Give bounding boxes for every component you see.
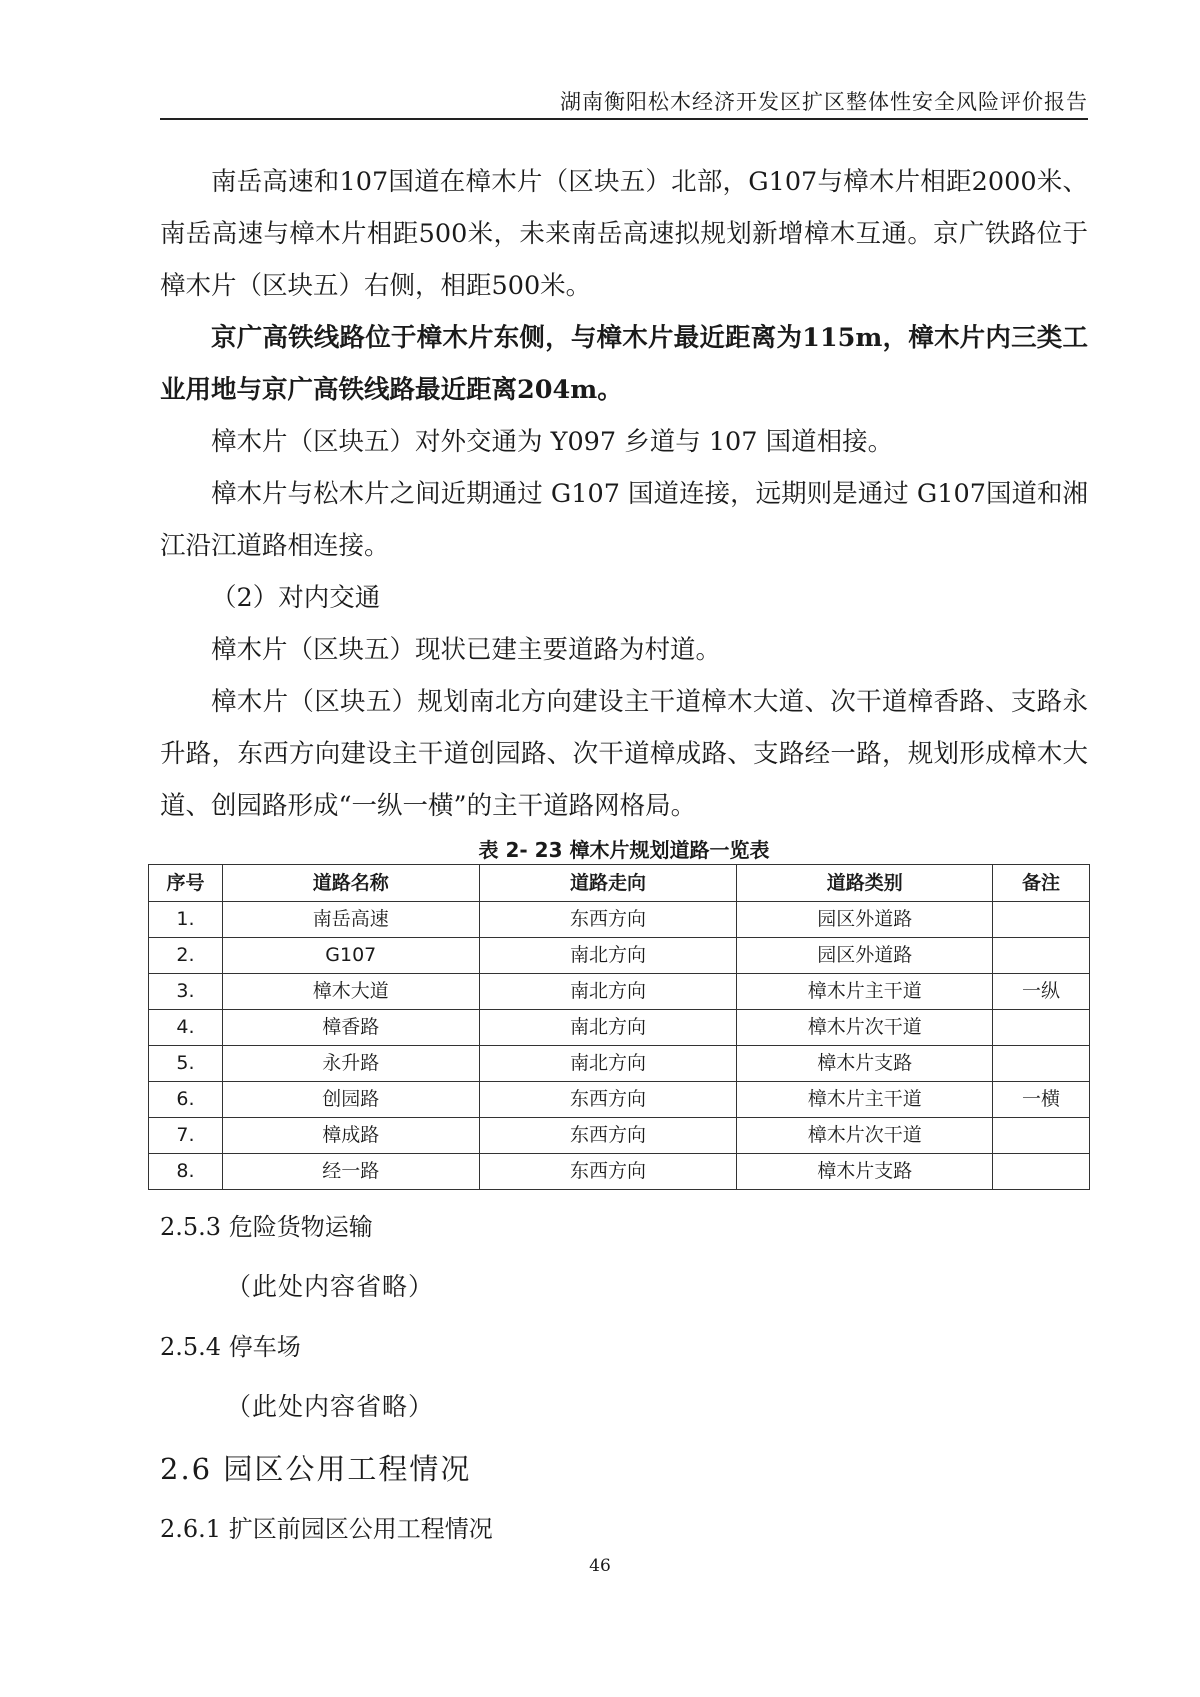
omitted-content-note: （此处内容省略） bbox=[226, 1392, 435, 1421]
heading-2-6-1 bbox=[160, 1500, 1088, 1558]
table-header-cell: 道路走向 bbox=[479, 865, 737, 902]
table-cell: 樟木片主干道 bbox=[737, 1082, 993, 1118]
table-cell bbox=[993, 902, 1090, 938]
paragraph-high-speed-rail: 京广高铁线路位于樟木片东侧，与樟木片最近距离为115m，樟木片内三类工业用地与京广高铁线路最近距离204m。 bbox=[160, 323, 1088, 405]
table-cell: 樟木片主干道 bbox=[737, 974, 993, 1010]
table-cell bbox=[993, 1118, 1090, 1154]
page-number: 46 bbox=[589, 1556, 611, 1576]
table-header-cell: 序号 bbox=[149, 865, 223, 902]
table-row bbox=[149, 1046, 1090, 1082]
table-header-cell: 备注 bbox=[993, 865, 1090, 902]
subheading-internal-traffic: （2）对内交通 bbox=[211, 583, 381, 613]
table-cell: 4. bbox=[149, 1010, 223, 1046]
table-cell: 一横 bbox=[993, 1082, 1090, 1118]
table-cell: 永升路 bbox=[222, 1046, 479, 1082]
table-cell: 5. bbox=[149, 1046, 223, 1082]
table-cell bbox=[993, 1154, 1090, 1190]
table-header-cell: 道路名称 bbox=[222, 865, 479, 902]
table-row bbox=[149, 938, 1090, 974]
heading-text: 扩区前园区公用工程情况 bbox=[228, 1515, 493, 1543]
road-plan-table bbox=[148, 864, 1090, 1190]
table-cell: 樟木片次干道 bbox=[737, 1010, 993, 1046]
table-cell: 南北方向 bbox=[479, 1010, 737, 1046]
heading-number: 2.6.1 bbox=[160, 1515, 222, 1543]
table-cell: 8. bbox=[149, 1154, 223, 1190]
table-cell: 1. bbox=[149, 902, 223, 938]
table-cell: 樟木片次干道 bbox=[737, 1118, 993, 1154]
table-row bbox=[149, 1082, 1090, 1118]
table-cell: 一纵 bbox=[993, 974, 1090, 1010]
table-cell: 南岳高速 bbox=[222, 902, 479, 938]
table-cell: 樟木大道 bbox=[222, 974, 479, 1010]
table-cell: 樟木片支路 bbox=[737, 1046, 993, 1082]
table-cell: 3. bbox=[149, 974, 223, 1010]
paragraph-existing-roads: 樟木片（区块五）现状已建主要道路为村道。 bbox=[211, 635, 722, 665]
table-cell: 经一路 bbox=[222, 1154, 479, 1190]
paragraph-planned-roads: 樟木片（区块五）规划南北方向建设主干道樟木大道、次干道樟香路、支路永升路，东西方向建设主干道创园路、次干道樟成路、支路经一路，规划形成樟木大道、创园路形成“一纵一横”的主干道路网格局。 bbox=[160, 687, 1088, 821]
table-cell: 7. bbox=[149, 1118, 223, 1154]
table-row bbox=[149, 1118, 1090, 1154]
table-cell: 南北方向 bbox=[479, 1046, 737, 1082]
table-cell: 樟成路 bbox=[222, 1118, 479, 1154]
paragraph-external-traffic: 樟木片（区块五）对外交通为 Y097 乡道与 107 国道相接。 bbox=[211, 427, 894, 457]
table-row bbox=[149, 1154, 1090, 1190]
table-cell: 东西方向 bbox=[479, 1118, 737, 1154]
table-cell: 创园路 bbox=[222, 1082, 479, 1118]
paragraph-connection: 樟木片与松木片之间近期通过 G107 国道连接，远期则是通过 G107国道和湘江沿江道路相连接。 bbox=[160, 479, 1088, 561]
table-header-row bbox=[149, 865, 1090, 902]
page-body bbox=[160, 156, 1088, 1558]
table-cell: 樟香路 bbox=[222, 1010, 479, 1046]
header-title: 湖南衡阳松木经济开发区扩区整体性安全风险评价报告 bbox=[560, 90, 1088, 114]
heading-number: 2.5.3 bbox=[160, 1213, 222, 1241]
table-header-cell: 道路类别 bbox=[737, 865, 993, 902]
header-rule bbox=[160, 118, 1088, 120]
table-cell: 园区外道路 bbox=[737, 902, 993, 938]
heading-2-6: 2.6 园区公用工程情况 bbox=[160, 1452, 472, 1486]
table-cell: 6. bbox=[149, 1082, 223, 1118]
table-cell: 2. bbox=[149, 938, 223, 974]
heading-number: 2.5.4 bbox=[160, 1333, 222, 1361]
paragraph-highways: 南岳高速和107国道在樟木片（区块五）北部，G107与樟木片相距2000米、南岳高速与樟木片相距500米，未来南岳高速拟规划新增樟木互通。京广铁路位于樟木片（区块五）右侧，相距500米。 bbox=[160, 167, 1088, 301]
table-cell: 东西方向 bbox=[479, 902, 737, 938]
omitted-content-note: （此处内容省略） bbox=[226, 1272, 435, 1301]
table-cell: 樟木片支路 bbox=[737, 1154, 993, 1190]
table-caption: 表 2- 23 樟木片规划道路一览表 bbox=[478, 838, 770, 862]
table-row bbox=[149, 974, 1090, 1010]
table-cell: 东西方向 bbox=[479, 1154, 737, 1190]
table-cell bbox=[993, 938, 1090, 974]
table-cell: 东西方向 bbox=[479, 1082, 737, 1118]
heading-2-5-4 bbox=[160, 1318, 1088, 1376]
table-cell: 园区外道路 bbox=[737, 938, 993, 974]
heading-text: 危险货物运输 bbox=[228, 1213, 373, 1241]
table-cell bbox=[993, 1010, 1090, 1046]
table-row bbox=[149, 1010, 1090, 1046]
table-cell bbox=[993, 1046, 1090, 1082]
table-row bbox=[149, 902, 1090, 938]
heading-text: 停车场 bbox=[228, 1333, 301, 1361]
table-cell: 南北方向 bbox=[479, 974, 737, 1010]
heading-2-5-3 bbox=[160, 1198, 1088, 1256]
table-cell: 南北方向 bbox=[479, 938, 737, 974]
table-cell: G107 bbox=[222, 938, 479, 974]
